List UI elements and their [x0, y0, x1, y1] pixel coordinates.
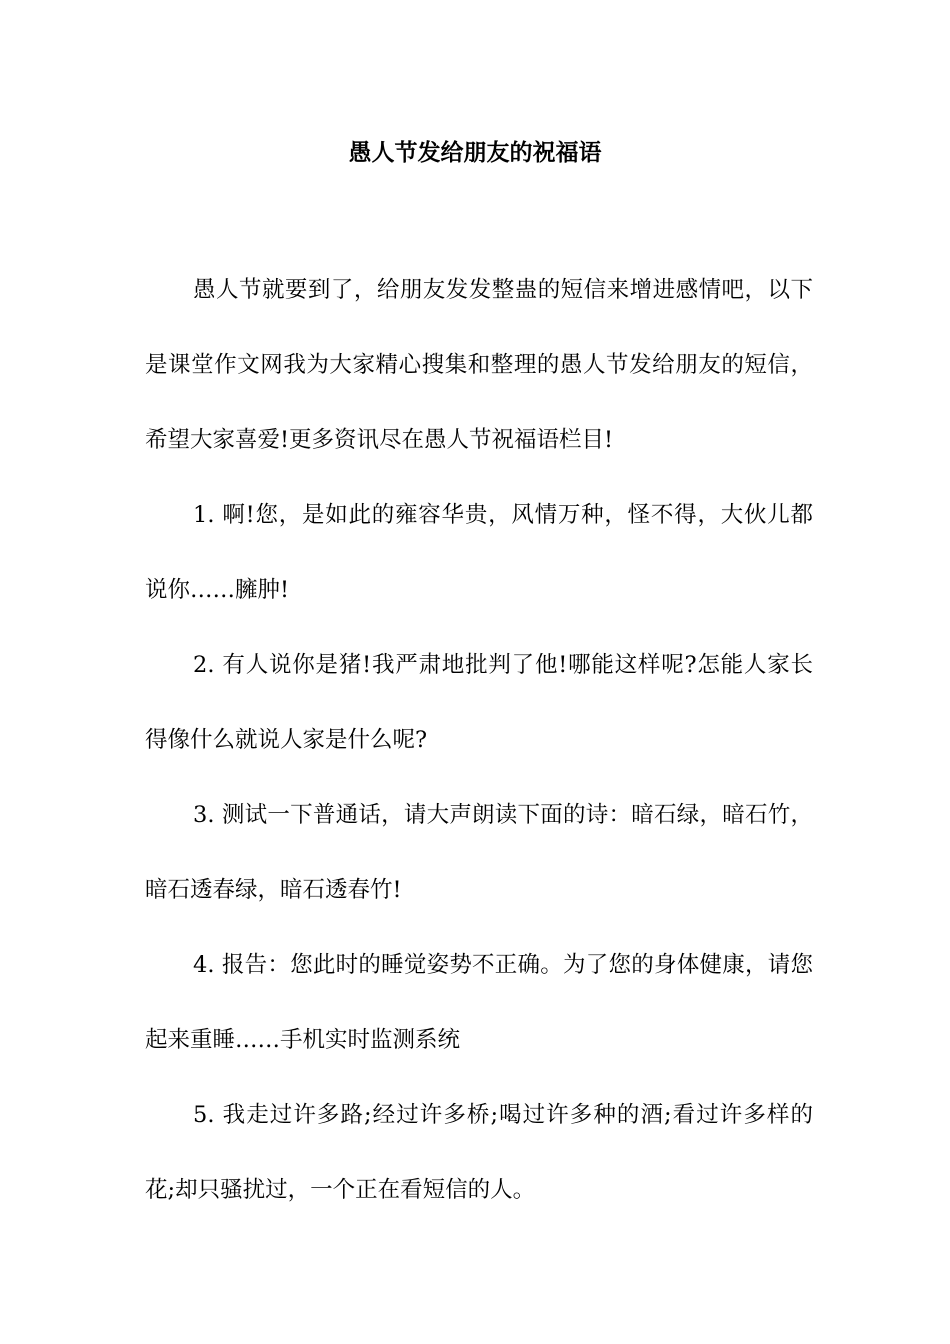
- paragraph-item-1: 1. 啊!您，是如此的雍容华贵，风情万种，怪不得，大伙儿都说你……臃肿!: [145, 502, 813, 603]
- paragraph-item-4: 4. 报告：您此时的睡觉姿势不正确。为了您的身体健康，请您起来重睡……手机实时监测系统: [145, 952, 813, 1053]
- document-body: [145, 253, 813, 1228]
- paragraph-item-5: 5. 我走过许多路;经过许多桥;喝过许多种的酒;看过许多样的花;却只骚扰过，一个正在看短信的人。: [145, 1102, 813, 1203]
- paragraph-intro: 愚人节就要到了，给朋友发发整蛊的短信来增进感情吧，以下是课堂作文网我为大家精心搜集和整理的愚人节发给朋友的短信，希望大家喜爱!更多资讯尽在愚人节祝福语栏目!: [145, 277, 813, 453]
- document-title: 愚人节发给朋友的祝福语: [348, 139, 602, 166]
- paragraph-item-2: 2. 有人说你是猪!我严肃地批判了他!哪能这样呢?怎能人家长得像什么就说人家是什么呢?: [145, 652, 813, 753]
- paragraph-item-3: 3. 测试一下普通话，请大声朗读下面的诗：暗石绿，暗石竹，暗石透春绿，暗石透春竹!: [145, 802, 813, 903]
